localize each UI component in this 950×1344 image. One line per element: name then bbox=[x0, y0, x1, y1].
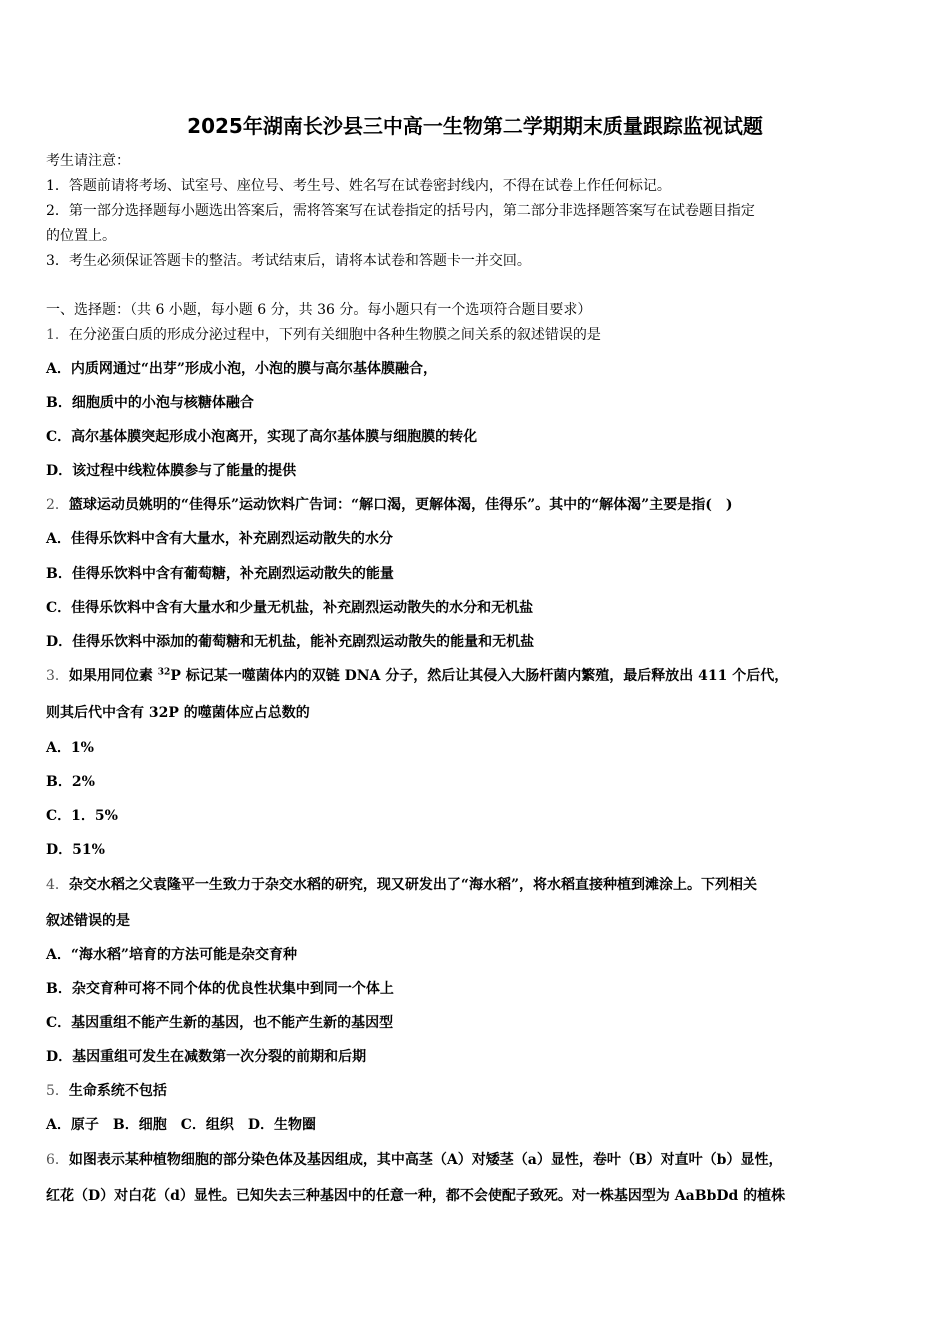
notice-heading: 考生请注意： bbox=[46, 153, 130, 169]
q1-option-c: C．高尔基体膜突起形成小泡离开，实现了高尔基体膜与细胞膜的转化 bbox=[46, 429, 478, 445]
question-5 bbox=[46, 1081, 910, 1101]
q4-option-b: B．杂交育种可将不同个体的优良性状集中到同一个体上 bbox=[46, 981, 394, 997]
notice-item-2-cont: 的位置上。 bbox=[46, 228, 116, 244]
q3-option-c: C．1．5% bbox=[46, 808, 118, 824]
q1-option-d: D．该过程中线粒体膜参与了能量的提供 bbox=[46, 463, 297, 479]
q3-option-a: A．1% bbox=[46, 740, 94, 756]
q4-option-a: A．“海水稻”培育的方法可能是杂交育种 bbox=[46, 947, 297, 963]
q2-option-a: A．佳得乐饮料中含有大量水，补充剧烈运动散失的水分 bbox=[46, 531, 393, 547]
q5-option-a: A．原子 bbox=[46, 1117, 99, 1133]
question-6 bbox=[46, 1150, 910, 1170]
q3-option-d: D．51% bbox=[46, 842, 105, 858]
isotope-superscript: 32 bbox=[157, 667, 171, 678]
question-3 bbox=[46, 666, 910, 686]
question-2 bbox=[46, 495, 910, 515]
q2-option-d: D．佳得乐饮料中添加的葡萄糖和无机盐，能补充剧烈运动散失的能量和无机盐 bbox=[46, 634, 535, 650]
page-title: 2025年湖南长沙县三中高一生物第二学期期末质量跟踪监视试题 bbox=[187, 114, 763, 138]
q1-option-b: B．细胞质中的小泡与核糖体融合 bbox=[46, 395, 254, 411]
question-stem: 杂交水稻之父袁隆平一生致力于杂交水稻的研究，现又研发出了“海水稻”，将水稻直接种植到滩涂上。下列相关 bbox=[68, 877, 758, 893]
q5-options bbox=[46, 1115, 910, 1135]
question-4 bbox=[46, 875, 910, 895]
q3-option-b: B．2% bbox=[46, 774, 95, 790]
q5-option-d: D．生物圈 bbox=[247, 1117, 317, 1133]
question-4-cont: 叙述错误的是 bbox=[46, 913, 130, 929]
question-number: 6． bbox=[46, 1152, 69, 1168]
q4-option-d: D．基因重组可发生在减数第一次分裂的前期和后期 bbox=[46, 1049, 367, 1065]
question-number: 3． bbox=[46, 668, 69, 684]
question-3-cont: 则其后代中含有 32P 的噬菌体应占总数的 bbox=[46, 705, 310, 721]
question-1 bbox=[46, 325, 910, 345]
question-stem: 如图表示某种植物细胞的部分染色体及基因组成，其中高茎（A）对矮茎（a）显性，卷叶（B）对直叶（b）显性， bbox=[68, 1152, 783, 1168]
q4-option-c: C．基因重组不能产生新的基因，也不能产生新的基因型 bbox=[46, 1015, 394, 1031]
question-number: 4． bbox=[46, 877, 69, 893]
question-number: 2． bbox=[46, 497, 69, 513]
q2-option-b: B．佳得乐饮料中含有葡萄糖，补充剧烈运动散失的能量 bbox=[46, 566, 394, 582]
question-stem-part-2: P 标记某一噬菌体内的双链 DNA 分子，然后让其侵入大肠杆菌内繁殖，最后释放出 411 个后代， bbox=[170, 668, 789, 684]
q2-option-c: C．佳得乐饮料中含有大量水和少量无机盐，补充剧烈运动散失的水分和无机盐 bbox=[46, 600, 534, 616]
question-stem: 在分泌蛋白质的形成分泌过程中，下列有关细胞中各种生物膜之间关系的叙述错误的是 bbox=[68, 327, 601, 343]
notice-item-2: 2．第一部分选择题每小题选出答案后，需将答案写在试卷指定的括号内，第二部分非选择题答案写在试卷题目指定 bbox=[46, 203, 755, 219]
question-6-cont: 红花（D）对白花（d）显性。已知失去三种基因中的任意一种，都不会使配子致死。对一株基因型为 AaBbDd 的植株 bbox=[46, 1188, 786, 1204]
notice-item-1: 1．答题前请将考场、试室号、座位号、考生号、姓名写在试卷密封线内，不得在试卷上作任何标记。 bbox=[46, 178, 671, 194]
question-number: 5． bbox=[46, 1083, 69, 1099]
notice-item-3: 3．考生必须保证答题卡的整洁。考试结束后，请将本试卷和答题卡一并交回。 bbox=[46, 253, 531, 269]
q5-option-b: B．细胞 bbox=[112, 1117, 167, 1133]
question-stem-part-1: 如果用同位素 bbox=[68, 668, 158, 684]
q5-option-c: C．组织 bbox=[180, 1117, 234, 1133]
question-stem: 篮球运动员姚明的“佳得乐”运动饮料广告词：“解口渴，更解体渴，佳得乐”。其中的“解体渴”主要是指( ) bbox=[68, 497, 733, 513]
section-heading: 一、选择题：（共 6 小题，每小题 6 分，共 36 分。每小题只有一个选项符合题目要求） bbox=[46, 302, 592, 318]
question-number: 1． bbox=[46, 327, 69, 343]
q1-option-a: A．内质网通过“出芽”形成小泡，小泡的膜与高尔基体膜融合， bbox=[46, 361, 437, 377]
question-stem: 生命系统不包括 bbox=[68, 1083, 167, 1099]
